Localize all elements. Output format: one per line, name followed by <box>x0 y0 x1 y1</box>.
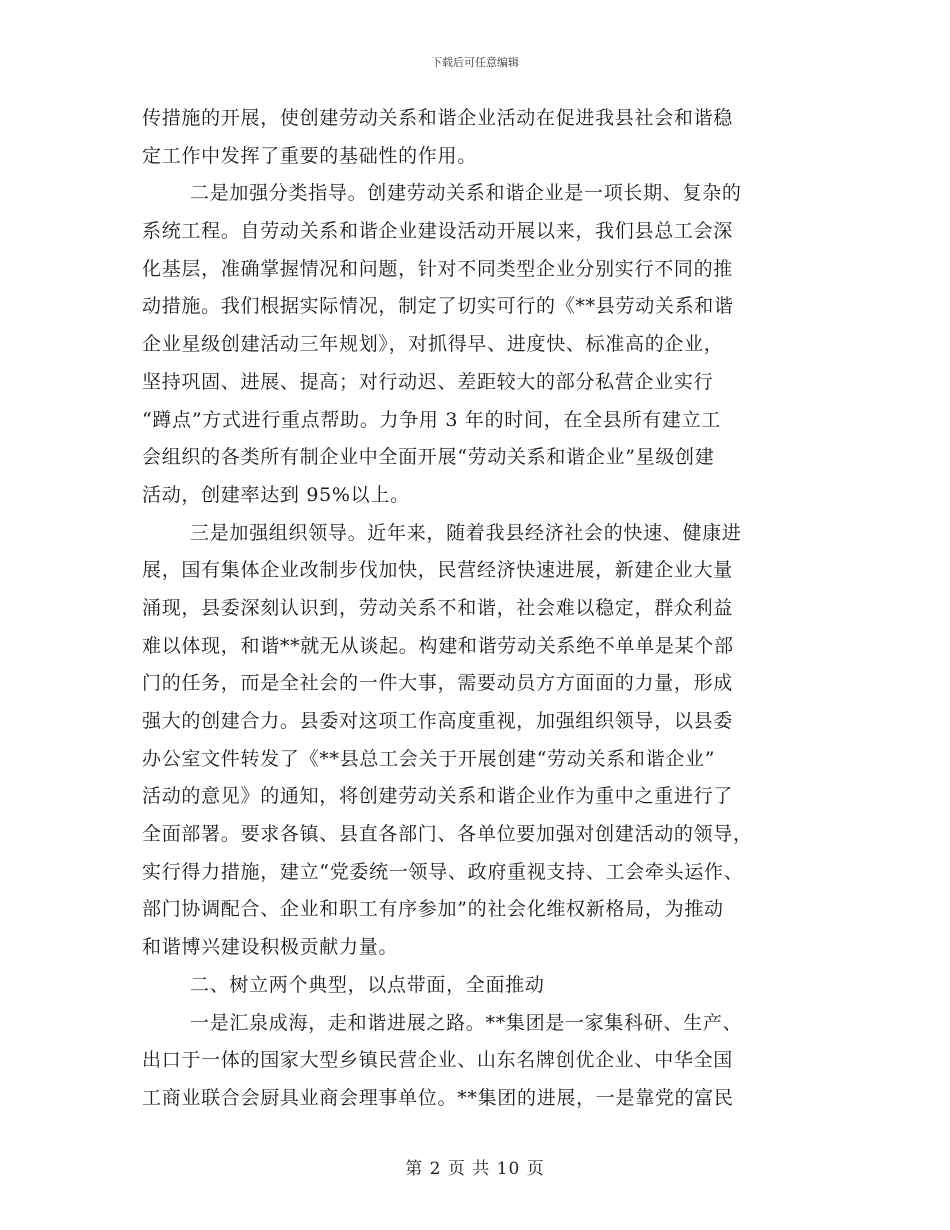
text-line: 系统工程。自劳动关系和谐企业建设活动开展以来，我们县总工会深 <box>142 220 734 243</box>
text-line: 出口于一体的国家大型乡镇民营企业、山东名牌创优企业、中华全国 <box>142 1049 734 1072</box>
text-line: 和谐博兴建设积极贡献力量。 <box>142 936 399 959</box>
text-line: 企业星级创建活动三年规划》，对抓得早、进度快、标准高的企业， <box>142 333 724 356</box>
text-line: 动措施。我们根据实际情况，制定了切实可行的《**县劳动关系和谐 <box>142 295 734 318</box>
paragraph-start-line: 一是汇泉成海，走和谐进展之路。**集团是一家集科研、生产、 <box>190 1011 743 1034</box>
text-line: 部门协调配合、企业和职工有序参加”的社会化维权新格局，为推动 <box>142 898 724 921</box>
text-line: 化基层，准确掌握情况和问题，针对不同类型企业分别实行不同的推 <box>142 257 734 280</box>
text-line: 涌现，县委深刻认识到，劳动关系不和谐，社会难以稳定，群众利益 <box>142 596 734 619</box>
page-footer: 第 2 页 共 10 页 <box>405 1159 545 1179</box>
text-line: 强大的创建合力。县委对这项工作高度重视，加强组织领导，以县委 <box>142 710 734 732</box>
paragraph-start-line: 二是加强分类指导。创建劳动关系和谐企业是一项长期、复杂的 <box>190 182 742 205</box>
paragraph-start-line: 三是加强组织领导。近年来，随着我县经济社会的快速、健康进 <box>190 521 742 544</box>
text-line: 全面部署。要求各镇、县直各部门、各单位要加强对创建活动的领导， <box>142 823 753 846</box>
text-line: 传措施的开展，使创建劳动关系和谐企业活动在促进我县社会和谐稳 <box>142 107 734 129</box>
document-body <box>142 100 810 1118</box>
text-line: 门的任务，而是全社会的一件大事，需要动员方方面面的力量，形成 <box>142 672 734 695</box>
text-line: 难以体现，和谐**就无从谈起。构建和谐劳动关系绝不单单是某个部 <box>142 634 734 657</box>
text-line: 活动的意见》的通知，将创建劳动关系和谐企业作为重中之重进行了 <box>142 785 734 808</box>
text-line: 办公室文件转发了《**县总工会关于开展创建“劳动关系和谐企业” <box>142 747 716 770</box>
text-line: 展，国有集体企业改制步伐加快，民营经济快速进展，新建企业大量 <box>142 559 734 582</box>
text-line: 会组织的各类所有制企业中全面开展“劳动关系和谐企业”星级创建 <box>142 446 715 469</box>
text-line: 活动，创建率达到 95%以上。 <box>142 483 410 506</box>
text-line: “蹲点”方式进行重点帮助。力争用 3 年的时间，在全县所有建立工 <box>142 408 721 431</box>
text-line: 工商业联合会厨具业商会理事单位。**集团的进展，一是靠党的富民 <box>142 1086 734 1109</box>
text-line: 实行得力措施，建立“党委统一领导、政府重视支持、工会牵头运作、 <box>142 860 744 883</box>
text-line: 坚持巩固、进展、提高；对行动迟、差距较大的部分私营企业实行 <box>142 370 714 393</box>
text-line: 定工作中发挥了重要的基础性的作用。 <box>142 144 477 167</box>
page-header: 下载后可任意编辑 <box>431 56 519 69</box>
section-heading: 二、树立两个典型，以点带面，全面推动 <box>190 973 545 996</box>
